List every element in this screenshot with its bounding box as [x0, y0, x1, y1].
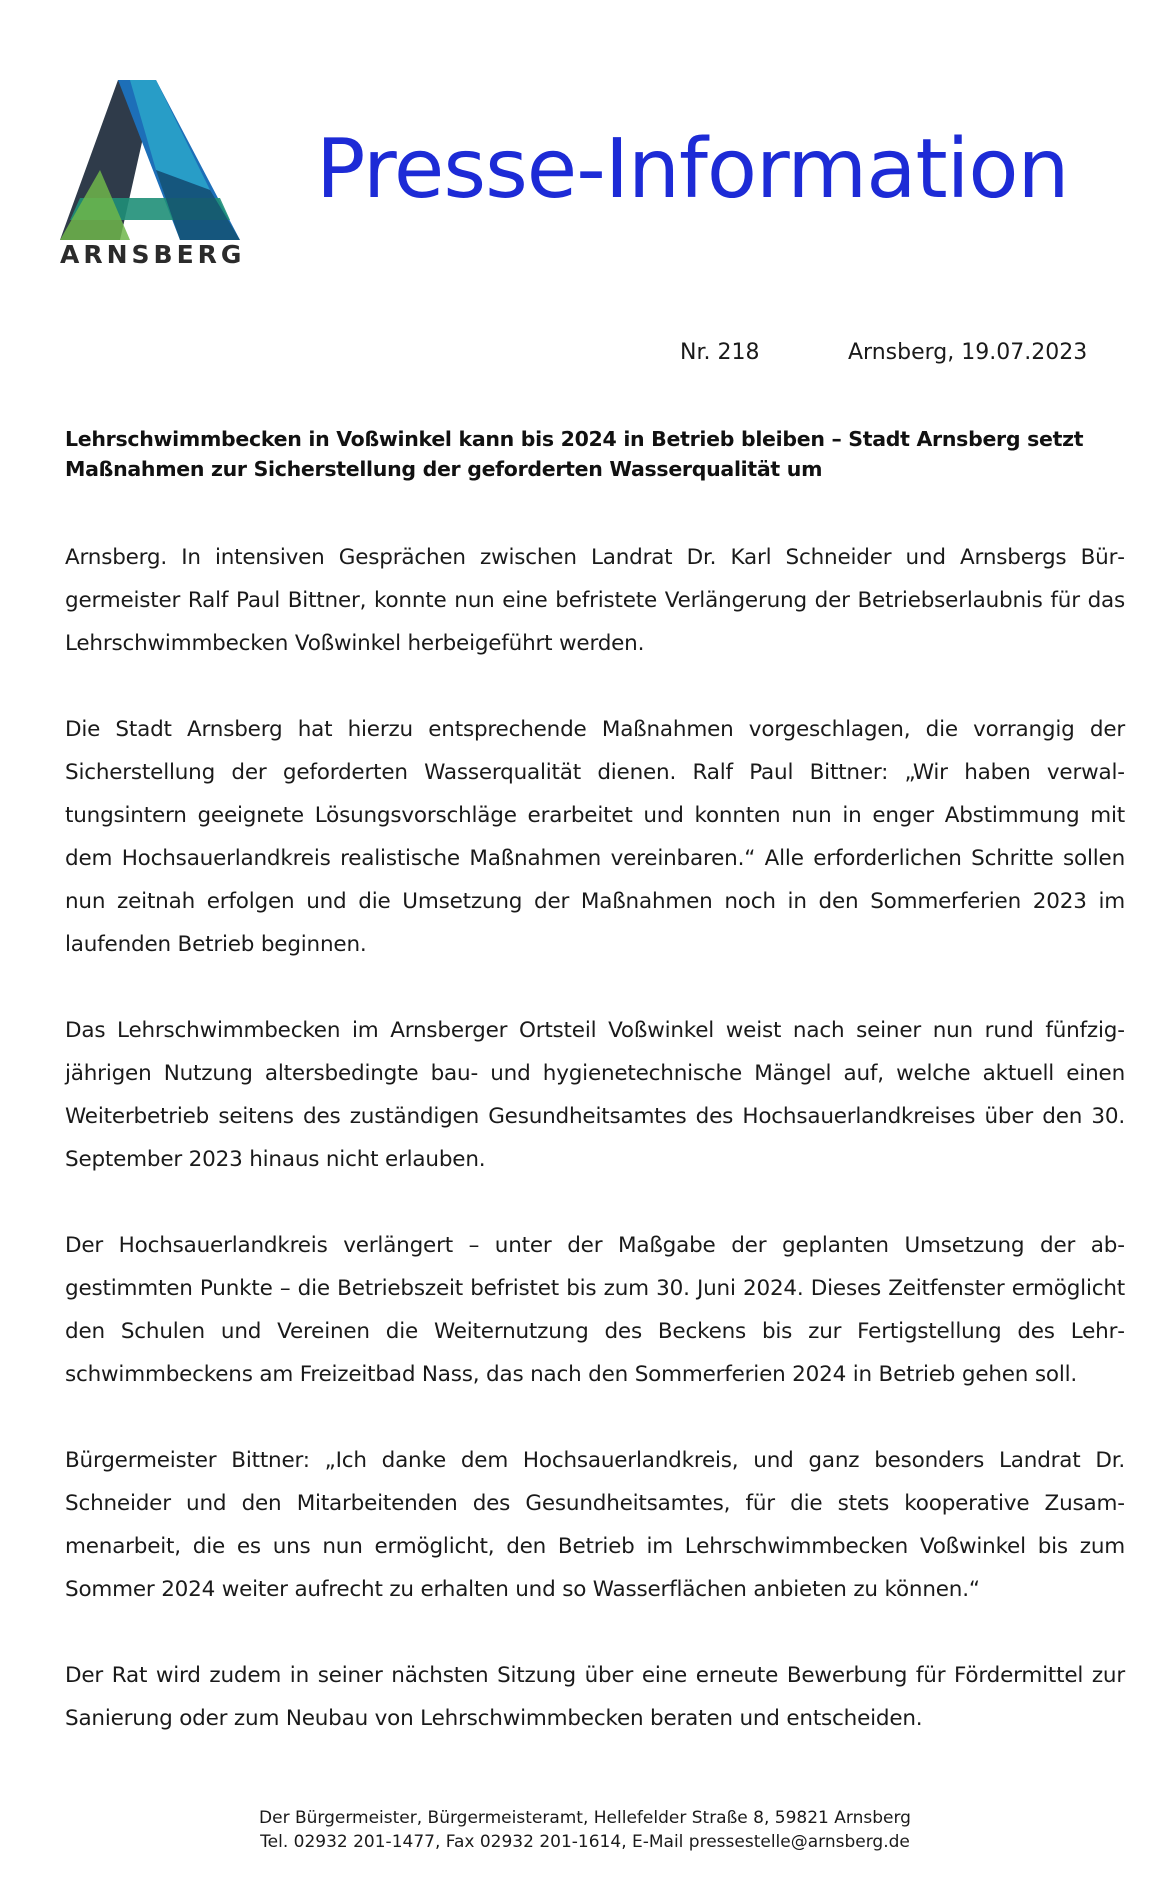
- logo-text: ARNSBERG: [60, 240, 246, 269]
- place-date: Arnsberg, 19.07.2023: [848, 340, 1088, 365]
- headline: Lehrschwimmbecken in Voßwinkel kann bis 2024 in Betrieb bleiben – Stadt Arnsberg setzt Maßnahmen zur Sicherstellung der geforderten Wasserqualität um: [65, 427, 1084, 481]
- footer: [0, 1806, 1170, 1854]
- page-title: Presse-Information: [316, 122, 1069, 217]
- footer-contact: Tel. 02932 201-1477, Fax 02932 201-1614, E-Mail pressestelle@arnsberg.de: [260, 1832, 910, 1852]
- paragraph: Der Rat wird zudem in seiner nächsten Sitzung über eine erneute Bewerbung für Fördermittel zur Sanierung oder zum Neubau von Lehrschwimmbecken beraten und entscheiden.: [65, 1663, 1125, 1731]
- paragraph: Bürgermeister Bittner: „Ich danke dem Hochsauerlandkreis, und ganz besonders Landrat Dr. Schneider und den Mitarbeitenden des Gesundheitsamtes, für die stets kooperative Zusammenarbeit, die es uns nun ermöglicht, den Betrieb im Lehrschwimmbecken Voßwinkel bis zum Sommer 2024 weiter aufrecht zu erhalten und so Wasserflächen anbieten zu können.“: [65, 1448, 1125, 1602]
- press-number: Nr. 218: [680, 340, 760, 365]
- arnsberg-logo: [60, 80, 246, 270]
- paragraph: Die Stadt Arnsberg hat hierzu entsprechende Maßnahmen vorgeschlagen, die vorrangig der Sicherstellung der geforderten Wasserqualität dienen. Ralf Paul Bittner: „Wir haben verwaltungsintern geeignete Lösungsvorschläge erarbeitet und konnten nun in enger Abstimmung mit dem Hochsauerlandkreis realistische Maßnahmen vereinbaren.“ Alle erforderlichen Schritte sollen nun zeitnah erfolgen und die Umsetzung der Maßnahmen noch in den Sommerferien 2023 im laufenden Betrieb beginnen.: [65, 717, 1125, 957]
- footer-address: Der Bürgermeister, Bürgermeisteramt, Hellefelder Straße 8, 59821 Arnsberg: [259, 1808, 911, 1828]
- paragraph: Das Lehrschwimmbecken im Arnsberger Ortsteil Voßwinkel weist nach seiner nun rund fünfzigjährigen Nutzung altersbedingte bau- und hygienetechnische Mängel auf, welche aktuell einen Weiterbetrieb seitens des zuständigen Gesundheitsamtes des Hochsauerlandkreises über den 30. September 2023 hinaus nicht erlauben.: [65, 1018, 1125, 1172]
- paragraph: Arnsberg. In intensiven Gesprächen zwischen Landrat Dr. Karl Schneider und Arnsbergs Bürgermeister Ralf Paul Bittner, konnte nun eine befristete Verlängerung der Betriebserlaubnis für das Lehrschwimmbecken Voßwinkel herbeigeführt werden.: [65, 545, 1125, 656]
- article-body: [65, 536, 1125, 1783]
- arnsberg-a-logo-icon: [60, 80, 240, 240]
- paragraph: Der Hochsauerlandkreis verlängert – unter der Maßgabe der geplanten Umsetzung der abgestimmten Punkte – die Betriebszeit befristet bis zum 30. Juni 2024. Dieses Zeitfenster ermöglicht den Schulen und Vereinen die Weiternutzung des Beckens bis zur Fertigstellung des Lehrschwimmbeckens am Freizeitbad Nass, das nach den Sommerferien 2024 in Betrieb gehen soll.: [65, 1233, 1125, 1387]
